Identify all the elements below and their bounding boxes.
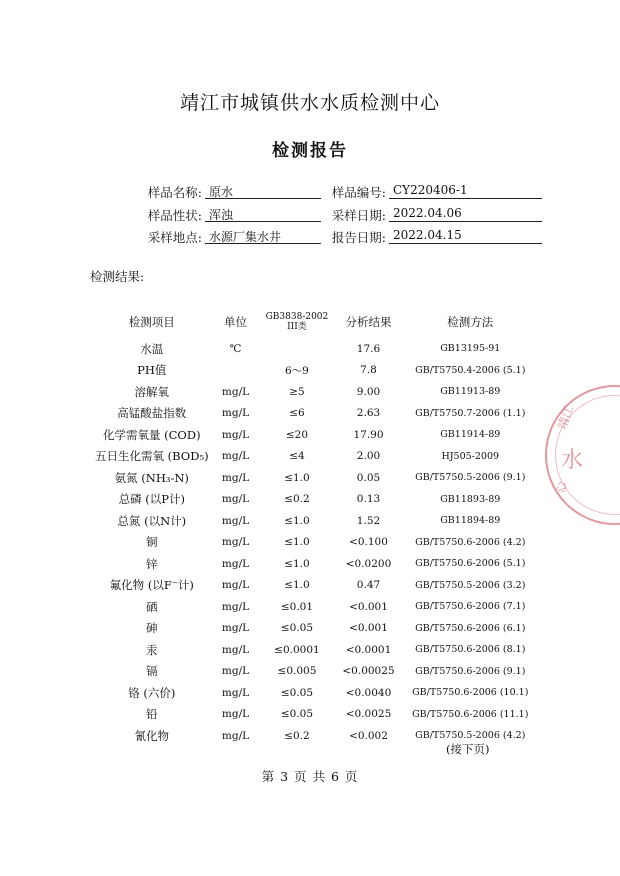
cell-standard: ≤20 [285,428,309,441]
cell-item: 锌 [146,556,158,571]
table-row [95,338,535,360]
cell-result: 0.47 [356,579,381,592]
table-row [95,381,535,403]
results-label: 检测结果: [90,269,145,284]
cell-method: GB/T5750.6-2006 (5.1) [415,558,526,570]
header-result: 分析结果 [345,315,392,329]
cell-standard: ≤0.0001 [274,643,320,656]
meta-row-3 [0,228,620,246]
cell-unit: mg/L [221,385,250,398]
table-row [95,704,535,726]
cell-unit: mg/L [221,686,250,699]
cell-result: <0.002 [349,729,388,742]
cell-item: 化学需氧量 (COD) [102,427,201,442]
cell-result: 9.00 [356,385,381,398]
cell-unit: mg/L [221,665,250,678]
table-row [95,639,535,661]
cell-result: <0.0040 [345,686,392,699]
report-date-value: 2022.04.15 [389,228,542,244]
cell-item: 汞 [146,642,158,657]
sampling-site-label: 采样地点: [147,230,202,245]
continue-note: (接下页) [446,742,490,756]
sample-name-label: 样品名称: [147,185,202,200]
cell-standard: ≤1.0 [284,471,310,484]
report-title: 检测报告 [272,141,348,161]
cell-result: 1.52 [356,514,381,527]
sampling-site-value: 水源厂集水井 [205,228,321,244]
table-row [95,510,535,532]
cell-result: 0.13 [356,493,381,506]
cell-item: 五日生化需氧 (BOD₅) [95,449,209,464]
cell-result: <0.0025 [345,708,392,721]
cell-result: 17.6 [356,342,381,355]
cell-item: 硒 [146,599,158,614]
cell-unit: mg/L [221,514,250,527]
results-table [95,306,535,747]
table-header-row [95,306,535,338]
header-standard [262,306,331,338]
cell-method: GB11894-89 [440,515,501,527]
cell-unit: mg/L [221,428,250,441]
cell-method: GB/T5750.6-2006 (9.1) [415,665,526,677]
organization-title: 靖江市城镇供水水质检测中心 [179,92,440,114]
cell-method: GB/T5750.7-2006 (1.1) [415,407,526,419]
cell-result: 17.90 [353,428,384,441]
cell-unit: mg/L [221,643,250,656]
cell-method: GB11893-89 [440,493,501,505]
cell-item: 氟化物 (以F⁻计) [109,578,194,593]
sampling-date-label: 采样日期: [331,208,386,223]
cell-method: GB/T5750.5-2006 (9.1) [415,472,526,484]
cell-unit: mg/L [221,729,250,742]
sample-no-value: CY220406-1 [389,183,542,199]
cell-method: GB/T5750.5-2006 (4.2) [415,730,526,742]
cell-item: 铬 (六价) [128,685,176,700]
cell-result: <0.00025 [342,665,395,678]
header-item: 检测项目 [128,315,175,329]
cell-unit: mg/L [221,493,250,506]
cell-item: 水温 [140,341,164,356]
cell-standard: ≤0.005 [277,665,317,678]
cell-method: GB/T5750.6-2006 (6.1) [415,622,526,634]
sample-name-value: 原水 [205,183,321,199]
cell-unit: mg/L [221,471,250,484]
cell-item: 砷 [146,621,158,636]
cell-result: 2.00 [356,450,381,463]
cell-standard: ≤0.2 [284,729,310,742]
cell-item: 总氮 (以N计) [117,513,187,528]
page-footer: 第 3 页 共 6 页 [261,769,359,784]
table-row [95,532,535,554]
table-row [95,403,535,425]
cell-item: 高锰酸盐指数 [117,406,187,421]
cell-standard: ≤1.0 [284,557,310,570]
cell-standard: ≤1.0 [284,514,310,527]
cell-item: 溶解氧 [134,384,170,399]
cell-item: 总磷 (以P计) [118,492,185,507]
sample-state-label: 样品性状: [147,208,202,223]
cell-method: GB/T5750.6-2006 (7.1) [415,601,526,613]
table-row [95,446,535,468]
table-row [95,682,535,704]
cell-standard: ≤4 [289,450,305,463]
meta-row-2 [0,206,620,224]
table-row [95,467,535,489]
cell-method: GB/T5750.4-2006 (5.1) [415,364,526,376]
seal-text-3: 心 [552,479,571,496]
cell-standard: ≤0.2 [284,493,310,506]
meta-row-1 [0,183,620,201]
cell-unit: mg/L [221,407,250,420]
cell-standard: ≤1.0 [284,536,310,549]
cell-result: <0.0001 [345,643,392,656]
cell-method: GB/T5750.6-2006 (10.1) [412,687,529,699]
cell-standard: ≥5 [289,385,305,398]
table-row [95,618,535,640]
sample-no-label: 样品编号: [331,185,386,200]
cell-standard [262,338,331,360]
header-unit: 单位 [224,315,247,329]
cell-unit: mg/L [221,536,250,549]
cell-unit: mg/L [221,622,250,635]
table-row [95,489,535,511]
cell-unit: ℃ [229,342,242,355]
cell-result: <0.001 [349,600,388,613]
cell-result: 7.8 [360,364,377,377]
cell-unit: mg/L [221,600,250,613]
table-row [95,596,535,618]
cell-result: <0.001 [349,622,388,635]
cell-method: GB/T5750.6-2006 (4.2) [415,536,526,548]
sampling-date-value: 2022.04.06 [389,206,542,222]
cell-unit: mg/L [221,708,250,721]
header-standard-line2: III类 [287,322,307,332]
seal-text-2: 水 [561,448,584,473]
sample-state-value: 浑浊 [205,206,321,222]
cell-standard: ≤1.0 [284,579,310,592]
header-method: 检测方法 [447,315,494,329]
table-row [95,424,535,446]
cell-method: HJ505-2009 [441,450,500,462]
cell-unit: mg/L [221,557,250,570]
cell-result: 0.05 [356,471,381,484]
header-standard-line1: GB3838-2002 [265,312,329,322]
cell-standard: ≤6 [289,407,305,420]
cell-item: 铜 [146,535,158,550]
table-row [95,575,535,597]
cell-method: GB11913-89 [440,386,501,398]
cell-standard: ≤0.01 [280,600,314,613]
cell-result: <0.100 [349,536,388,549]
cell-result: 2.63 [356,407,381,420]
cell-standard: ≤0.05 [280,622,314,635]
results-body [95,338,535,747]
official-seal [545,385,620,525]
cell-method: GB11914-89 [440,429,501,441]
cell-unit [209,360,263,382]
table-row [95,553,535,575]
table-row [95,661,535,683]
cell-method: GB13195-91 [440,343,501,355]
report-date-label: 报告日期: [331,230,386,245]
cell-item: 氰化物 [134,728,170,743]
cell-unit: mg/L [221,450,250,463]
cell-item: 氨氮 (NH₃-N) [114,470,189,485]
cell-item: 铅 [146,707,158,722]
seal-text-1: 靖江 [554,403,577,432]
cell-standard: ≤0.05 [280,708,314,721]
cell-unit: mg/L [221,579,250,592]
cell-item: 镉 [146,664,158,679]
table-row [95,360,535,382]
cell-method: GB/T5750.6-2006 (11.1) [412,708,529,720]
cell-item: PH值 [137,363,167,378]
cell-standard: 6～9 [285,364,309,377]
cell-standard: ≤0.05 [280,686,314,699]
cell-result: <0.0200 [345,557,392,570]
cell-method: GB/T5750.6-2006 (8.1) [415,644,526,656]
cell-method: GB/T5750.5-2006 (3.2) [415,579,526,591]
